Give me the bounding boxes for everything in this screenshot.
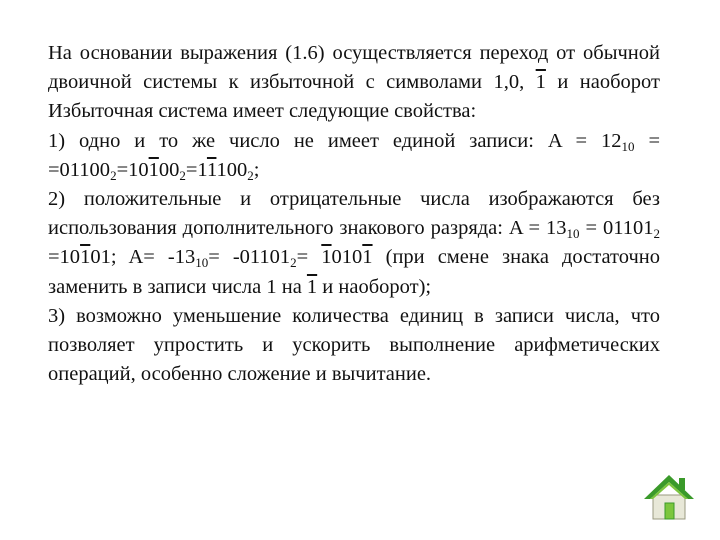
- overline-one: 1: [535, 71, 546, 94]
- p2-mid2: 010: [331, 246, 363, 269]
- paragraph-property-3: [48, 302, 660, 390]
- p2-eq2: =10: [48, 246, 81, 269]
- overline-one: 1: [80, 246, 91, 269]
- overline-one: 1: [321, 246, 332, 269]
- p2-eq: = 01101: [579, 217, 654, 240]
- p1-eq3: =1: [185, 158, 207, 181]
- paragraph-property-2: [48, 185, 660, 302]
- paragraph-property-1: [48, 127, 660, 185]
- p1-eq: = =01100: [48, 129, 661, 181]
- p1-semicolon: ;: [253, 158, 260, 181]
- p2-eq4: =: [296, 246, 322, 269]
- overline-one: 1: [306, 275, 318, 298]
- paragraph-intro: [48, 39, 660, 127]
- p2-eq3: = -01101: [208, 246, 291, 269]
- overline-one: 1: [148, 158, 159, 181]
- p2-end2: и наоборот);: [317, 275, 432, 298]
- p1-end: 100: [216, 158, 248, 181]
- intro-rest-text: и наоборот Избыточная система имеет следующие свойства:: [48, 71, 660, 123]
- p2-text: 2) положительные и отрицательные числа изображаются без использования дополнительного знакового разряда: A = 13: [48, 188, 660, 240]
- subscript-base: 10: [566, 226, 580, 242]
- intro-text: На основании выражения (1.6) осуществляется переход от обычной двоичной системы к избыточной с символами 1,0,: [48, 42, 660, 94]
- p1-text: 1) одно и то же число не имеет единой записи: A = 12: [48, 129, 622, 152]
- home-button[interactable]: [642, 470, 696, 524]
- slide-text: [48, 39, 660, 389]
- subscript-base: 2: [247, 167, 254, 183]
- p1-eq2: =10: [116, 158, 149, 181]
- subscript-base: 10: [195, 255, 209, 271]
- subscript-base: 2: [653, 226, 660, 242]
- overline-one: 1: [206, 158, 217, 181]
- p1-mid: 00: [158, 158, 180, 181]
- home-icon: [642, 470, 696, 524]
- p2-mid: 01; A= -13: [90, 246, 196, 269]
- subscript-base: 2: [179, 167, 186, 183]
- overline-one: 1: [362, 246, 373, 269]
- subscript-base: 2: [110, 167, 117, 183]
- subscript-base: 10: [621, 138, 635, 154]
- p2-end: (при смене знака достаточно заменить в записи числа 1 на: [48, 246, 660, 298]
- subscript-base: 2: [290, 255, 297, 271]
- p3-text: 3) возможно уменьшение количества единиц в записи числа, что позволяет упростить и ускорить выполнение арифметических операций, особенно сложение и вычитание.: [48, 304, 660, 386]
